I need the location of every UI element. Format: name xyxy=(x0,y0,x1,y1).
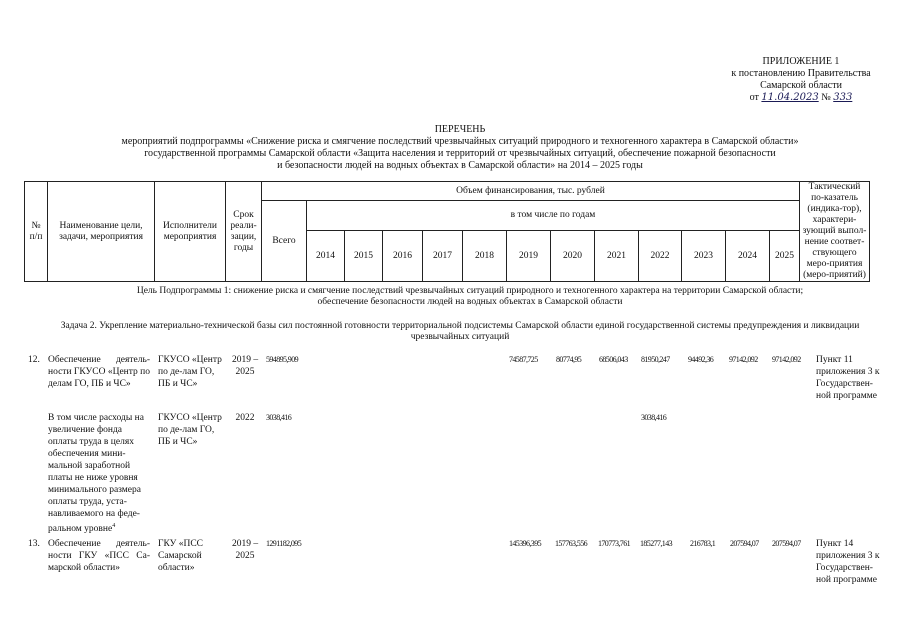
row-12-total: 594895,909 xyxy=(266,355,299,364)
row-12-y2020: 80774,95 xyxy=(556,355,582,364)
title-line-1: мероприятий подпрограммы «Снижение риска и смягчение последствий чрезвычайных ситуаций природного и техногенного характера в Самарской области» xyxy=(121,136,799,147)
header-year: 2020 xyxy=(551,231,595,282)
header-year: 2025 xyxy=(770,231,800,282)
header-year: 2014 xyxy=(307,231,345,282)
header-year: 2019 xyxy=(507,231,551,282)
row-12-indicator: Пункт 11 приложения 3 к Государствен-ной программе xyxy=(816,355,880,401)
row-12-y2025: 97142,092 xyxy=(772,355,801,364)
row-13-name: Обеспечение деятель-ности ГКУ «ПСС Са-марской области» xyxy=(48,539,150,573)
header-no: № п/п xyxy=(25,182,48,282)
header-year: 2016 xyxy=(383,231,423,282)
row-13-y2022: 185277,143 xyxy=(640,539,673,548)
row-12-sub-name-text: В том числе расходы на увеличение фонда оплаты труда в целях обеспечения мини-мальной заработной платы не ниже уровня минимального размера оплаты труда, уста-навливаемого на феде-ральном уровне xyxy=(48,413,144,535)
row-12-sub-total: 3038,416 xyxy=(266,413,292,422)
row-13-y2023: 216783,1 xyxy=(690,539,716,548)
row-12-y2024: 97142,092 xyxy=(729,355,758,364)
row-13-y2021: 170773,761 xyxy=(598,539,631,548)
row-12-name: Обеспечение деятель-ности ГКУСО «Центр по делам ГО, ПБ и ЧС» xyxy=(48,355,150,389)
appendix-block xyxy=(716,56,886,104)
document-title xyxy=(90,124,830,172)
row-13-y2024: 207594,07 xyxy=(730,539,759,548)
row-13-y2025: 207594,07 xyxy=(772,539,801,548)
number-value: 333 xyxy=(833,92,853,103)
row-12-executor: ГКУСО «Центр по де-лам ГО, ПБ и ЧС» xyxy=(158,355,222,389)
appendix-line-2: к постановлению Правительства xyxy=(731,68,871,79)
header-by-year: в том числе по годам xyxy=(307,201,800,231)
header-year: 2021 xyxy=(595,231,639,282)
row-13-y2019: 145396,395 xyxy=(509,539,542,548)
row-13-no: 13. xyxy=(28,539,40,549)
date-prefix: от xyxy=(749,92,759,103)
header-year: 2024 xyxy=(726,231,770,282)
row-12-sub-y2022: 3038,416 xyxy=(641,413,667,422)
row-12-y2021: 68506,043 xyxy=(599,355,628,364)
header-total: Всего xyxy=(262,201,307,282)
date-value: 11.04.2023 xyxy=(761,92,819,103)
goal-text: Цель Подпрограммы 1: снижение риска и смягчение последствий чрезвычайных ситуаций природного и техногенного характера на территории Самарской области; обеспечение безопасности людей на водных объектах в Самарской области xyxy=(136,286,804,307)
number-prefix: № xyxy=(821,92,831,103)
row-13-total: 1291182,095 xyxy=(266,539,302,548)
header-year: 2022 xyxy=(639,231,682,282)
appendix-date-line xyxy=(716,92,886,104)
header-funding: Объем финансирования, тыс. рублей xyxy=(262,182,800,201)
header-year: 2018 xyxy=(463,231,507,282)
header-executor: Исполнители мероприятия xyxy=(155,182,226,282)
row-12-y2022: 81950,247 xyxy=(641,355,670,364)
row-13-executor: ГКУ «ПСС Самарской области» xyxy=(158,539,204,573)
row-12-y2019: 74587,725 xyxy=(509,355,538,364)
row-13-y2020: 157763,556 xyxy=(555,539,588,548)
row-12-no: 12. xyxy=(28,355,40,365)
header-year: 2017 xyxy=(423,231,463,282)
title-line-3: и безопасности людей на водных объектах в Самарской области» на 2014 – 2025 годы xyxy=(277,160,643,171)
header-indicator: Тактический по-казатель (индика-тор), характери-зующий выпол-нение соответ-ствующего меро-приятия (меро-приятий) xyxy=(800,182,870,282)
header-term: Срок реали-зации, годы xyxy=(226,182,262,282)
title-heading: ПЕРЕЧЕНЬ xyxy=(434,124,486,135)
row-12-sub-term: 2022 xyxy=(235,413,255,423)
row-13-indicator: Пункт 14 приложения 3 к Государствен-ной программе xyxy=(816,539,880,585)
row-12-sub-name xyxy=(48,412,150,535)
header-year: 2015 xyxy=(345,231,383,282)
row-12-sub-footnote: 4 xyxy=(112,523,116,529)
row-12-y2023: 94492,36 xyxy=(688,355,714,364)
row-12-term: 2019 – 2025 xyxy=(231,355,259,377)
row-12-sub-executor: ГКУСО «Центр по де-лам ГО, ПБ и ЧС» xyxy=(158,413,222,447)
appendix-line-3: Самарской области xyxy=(760,80,842,91)
header-year: 2023 xyxy=(682,231,726,282)
title-line-2: государственной программы Самарской области «Защита населения и территорий от чрезвычайных ситуаций, обеспечение пожарной безопасности xyxy=(144,148,776,159)
row-13-term: 2019 – 2025 xyxy=(231,539,259,561)
header-name: Наименование цели, задачи, мероприятия xyxy=(48,182,155,282)
table-header xyxy=(24,181,870,282)
task-text: Задача 2. Укрепление материально-технической базы сил постоянной готовности территориальной подсистемы Самарской области единой государственной системы предупреждения и ликвидации чрезвычайных ситуаций xyxy=(60,321,860,342)
appendix-title: ПРИЛОЖЕНИЕ 1 xyxy=(762,56,840,67)
